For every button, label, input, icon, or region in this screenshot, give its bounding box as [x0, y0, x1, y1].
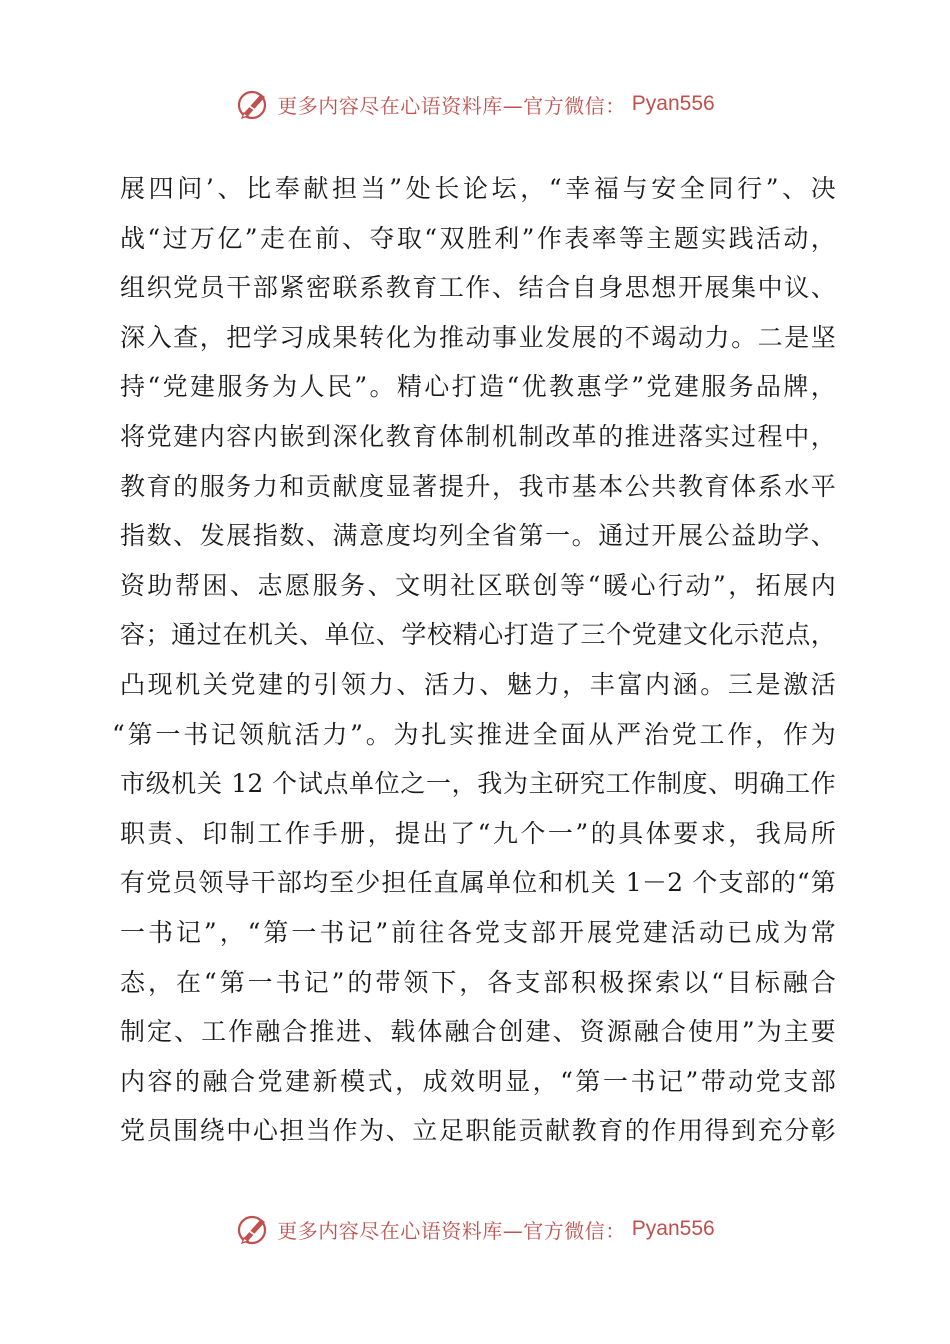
pen-circle-logo-icon [235, 1211, 271, 1247]
text-line: 职责、印制工作手册，提出了“九个一”的具体要求，我局所 [120, 818, 836, 848]
text-line: 深入查，把学习成果转化为推动事业发展的不竭动力。二是坚 [120, 322, 836, 352]
text-line: 一书记”，“第一书记”前往各党支部开展党建活动已成为常 [120, 917, 836, 947]
text-line: 容；通过在机关、单位、学校精心打造了三个党建文化示范点， [120, 620, 836, 650]
text-line: 党员围绕中心担当作为、立足职能贡献教育的作用得到充分彰 [120, 1116, 836, 1146]
text-line: 组织党员干部紧密联系教育工作、结合自身思想开展集中议、 [120, 273, 836, 303]
text-line: 指数、发展指数、满意度均列全省第一。通过开展公益助学、 [120, 521, 836, 551]
text-line: 凸现机关党建的引领力、活力、魅力，丰富内涵。三是激活 [120, 669, 836, 699]
body-paragraph [112, 164, 836, 1156]
footer-watermark [0, 1209, 950, 1249]
watermark-handle: Pyan556 [631, 92, 715, 115]
text-line: 资助帮困、志愿服务、文明社区联创等“暖心行动”，拓展内 [120, 570, 836, 600]
text-line: 态，在“第一书记”的带领下，各支部积极探索以“目标融合 [120, 967, 836, 997]
pen-circle-logo-icon [235, 86, 271, 122]
header-watermark [0, 84, 950, 124]
text-line: 教育的服务力和贡献度显著提升，我市基本公共教育体系水平 [120, 471, 836, 501]
text-line: 制定、工作融合推进、载体融合创建、资源融合使用”为主要 [120, 1017, 836, 1047]
watermark-text: 更多内容尽在心语资料库—官方微信： [277, 1218, 626, 1243]
text-line: 有党员领导干部均至少担任直属单位和机关 1－2 个支部的“第 [120, 868, 836, 898]
watermark-handle: Pyan556 [631, 1217, 715, 1240]
text-line: 战“过万亿”走在前、夺取“双胜利”作表率等主题实践活动， [120, 223, 836, 253]
text-line: 展四问’、比奉献担当”处长论坛，“幸福与安全同行”、决 [120, 174, 836, 203]
text-line: 市级机关 12 个试点单位之一，我为主研究工作制度、明确工作 [120, 769, 836, 799]
text-line: 将党建内容内嵌到深化教育体制机制改革的推进落实过程中， [120, 421, 836, 451]
watermark-text: 更多内容尽在心语资料库—官方微信： [277, 93, 626, 118]
text-line: 内容的融合党建新模式，成效明显，“第一书记”带动党支部 [120, 1066, 836, 1096]
text-line: “第一书记领航活力”。为扎实推进全面从严治党工作，作为 [112, 719, 836, 749]
text-line: 持“党建服务为人民”。精心打造“优教惠学”党建服务品牌， [120, 372, 836, 402]
